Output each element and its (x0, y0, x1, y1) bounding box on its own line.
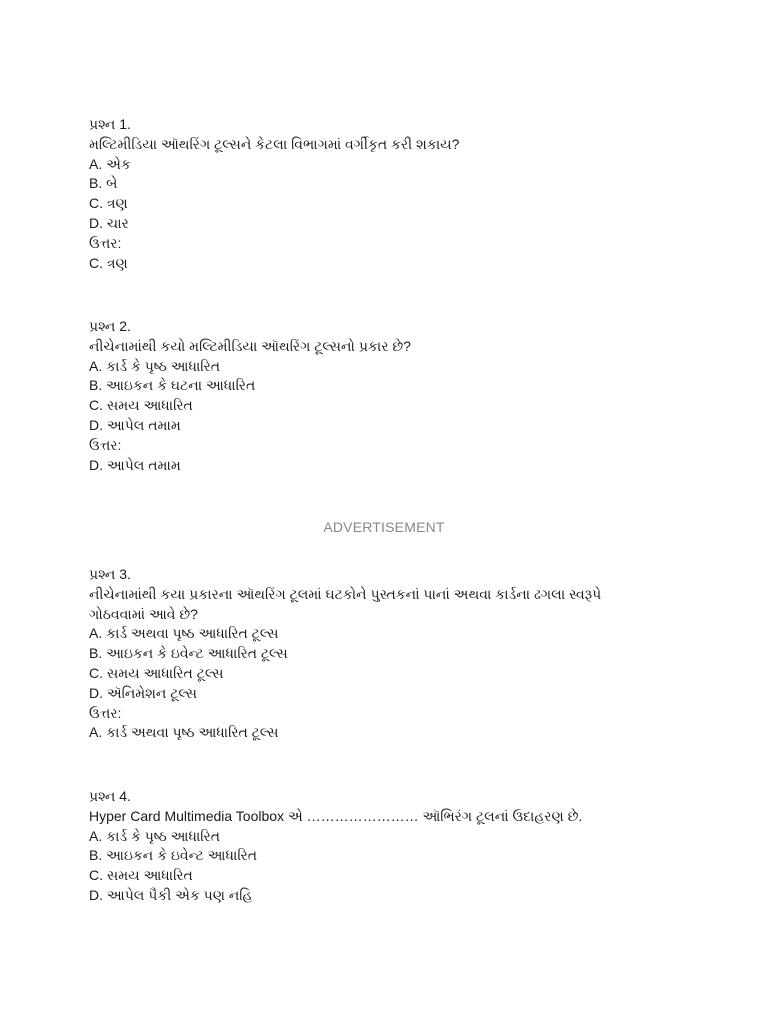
answer-label: ઉત્તર: (89, 436, 122, 453)
question-block-2 (89, 317, 689, 475)
question-text: નીચેનામાંથી કયા પ્રકારના ઑથરિંગ ટૂલમાં ઘટકોને પુસ્તકનાં પાનાં અથવા કાર્ડના ઢગલા સ્વરૂપે ગોઠવવામાં આવે છે? (89, 585, 606, 622)
option-d: D. ચાર (89, 214, 129, 231)
question-text: મલ્ટિમીડિયા ઑથરિંગ ટૂલ્સને કેટલા વિભાગમાં વર્ગીકૃત કરી શકાય? (89, 135, 460, 152)
question-number: પ્રશ્ન 4. (89, 788, 131, 804)
option-a: A. કાર્ડ અથવા પૃષ્ઠ આધારિત ટૂલ્સ (89, 625, 279, 642)
question-block-4 (89, 787, 689, 906)
question-block-3 (89, 565, 689, 743)
option-a: A. કાર્ડ કે પૃષ્ઠ આધારિત (89, 827, 220, 844)
advertisement-label: ADVERTISEMENT (323, 519, 445, 535)
option-b: B. આઇકન કે ઇવેન્ટ આધારિત ટૂલ્સ (89, 645, 288, 662)
question-number: પ્રશ્ન 3. (89, 566, 131, 582)
answer-value: C. ત્રણ (89, 254, 128, 271)
question-text: Hyper Card Multimedia Toolbox એ …………………… ઑભિરંગ ટૂલનાં ઉદાહરણ છે. (89, 807, 583, 824)
question-block-1 (89, 115, 689, 273)
question-text: નીચેનામાંથી કયો મલ્ટિમીડિયા ઑથરિંગ ટૂલ્સનો પ્રકાર છે? (89, 337, 411, 354)
answer-value: D. આપેલ તમામ (89, 456, 181, 473)
question-number: પ્રશ્ન 1. (89, 116, 131, 132)
option-b: B. બે (89, 175, 118, 192)
option-d: D. આપેલ પૈકી એક પણ નહિ (89, 886, 253, 903)
option-d: D. આપેલ તમામ (89, 416, 181, 433)
option-a: A. કાર્ડ કે પૃષ્ઠ આધારિત (89, 357, 220, 374)
option-b: B. આઇકન કે ઘટના આધારિત (89, 377, 256, 394)
answer-label: ઉત્તર: (89, 234, 122, 251)
option-d: D. ઍનિમેશન ટૂલ્સ (89, 684, 198, 701)
answer-label: ઉત્તર: (89, 704, 122, 721)
question-number: પ્રશ્ન 2. (89, 318, 131, 334)
option-c: C. સમય આધારિત ટૂલ્સ (89, 664, 224, 681)
option-b: B. આઇકન કે ઇવેન્ટ આધારિત (89, 847, 258, 864)
option-c: C. સમય આધારિત (89, 397, 193, 414)
option-c: C. સમય આધારિત (89, 867, 193, 884)
answer-value: A. કાર્ડ અથવા પૃષ્ઠ આધારિત ટૂલ્સ (89, 724, 279, 741)
option-c: C. ત્રણ (89, 195, 128, 212)
option-a: A. એક (89, 155, 131, 172)
